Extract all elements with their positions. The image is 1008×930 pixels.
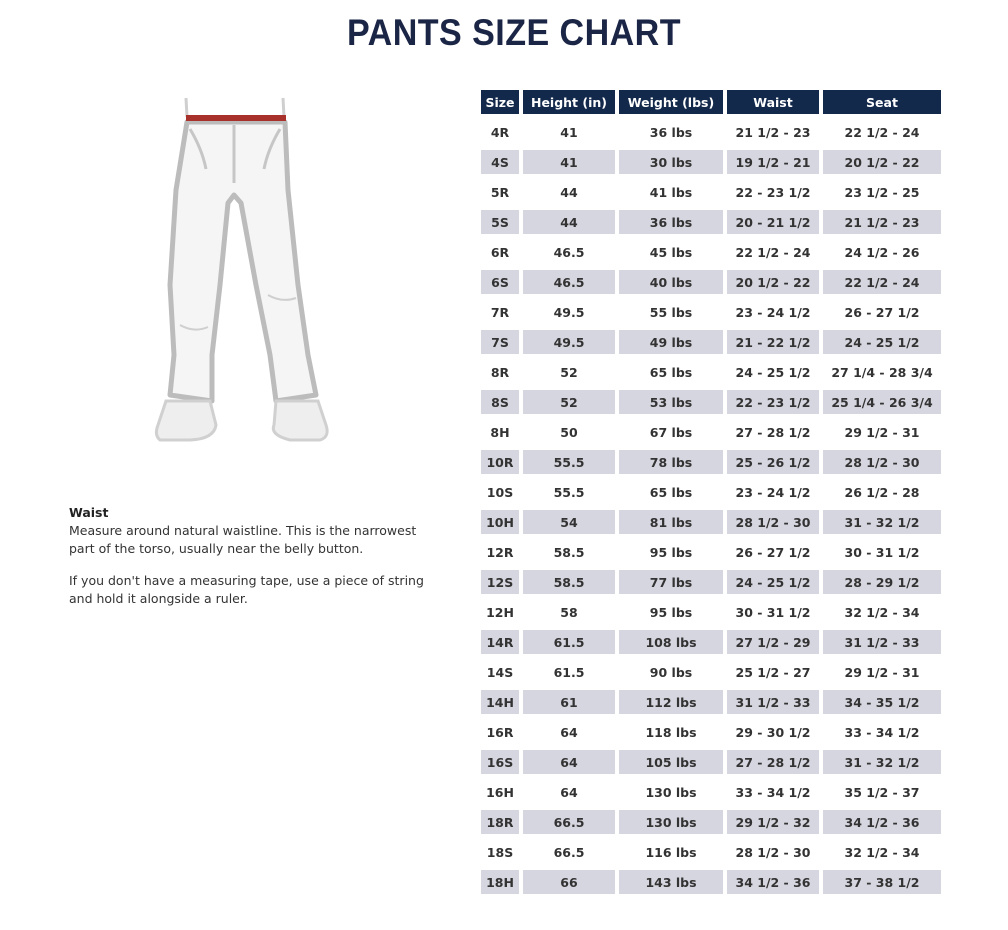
table-cell: 30 - 31 1/2 xyxy=(844,544,920,560)
table-cell: 14S xyxy=(486,664,514,680)
table-cell: 67 lbs xyxy=(649,424,693,440)
table-cell: 29 1/2 - 32 xyxy=(727,810,819,834)
table-cell: 78 lbs xyxy=(619,450,723,474)
table-cell: 24 - 25 1/2 xyxy=(735,364,811,380)
table-cell: 36 lbs xyxy=(649,124,693,140)
table-cell: 16R xyxy=(486,724,514,740)
table-row xyxy=(481,420,941,444)
table-row xyxy=(481,240,941,264)
table-cell: 23 - 24 1/2 xyxy=(735,304,811,320)
table-row xyxy=(481,810,941,834)
pants-illustration xyxy=(150,95,340,445)
table-cell: 4R xyxy=(490,124,510,140)
table-cell: 44 xyxy=(523,210,615,234)
table-cell: 16S xyxy=(481,750,519,774)
table-cell: 27 - 28 1/2 xyxy=(735,424,811,440)
table-cell: 44 xyxy=(560,184,578,200)
table-cell: 118 lbs xyxy=(645,724,697,740)
table-cell: 58 xyxy=(560,604,578,620)
table-cell: 10S xyxy=(486,484,514,500)
table-cell: 61.5 xyxy=(523,630,615,654)
table-cell: 58.5 xyxy=(553,544,585,560)
table-cell: 10H xyxy=(481,510,519,534)
table-cell: 24 - 25 1/2 xyxy=(823,330,941,354)
table-cell: 34 - 35 1/2 xyxy=(823,690,941,714)
table-cell: 12R xyxy=(486,544,514,560)
table-cell: 35 1/2 - 37 xyxy=(844,784,920,800)
table-cell: 16H xyxy=(486,784,514,800)
table-cell: 8S xyxy=(481,390,519,414)
table-cell: 20 1/2 - 22 xyxy=(727,270,819,294)
table-row xyxy=(481,720,941,744)
table-cell: 65 lbs xyxy=(649,364,693,380)
table-cell: 25 1/2 - 27 xyxy=(735,664,811,680)
table-cell: 90 lbs xyxy=(649,664,693,680)
table-row xyxy=(481,630,941,654)
table-row xyxy=(481,450,941,474)
table-row xyxy=(481,780,941,804)
table-cell: 8R xyxy=(490,364,510,380)
table-cell: 4S xyxy=(481,150,519,174)
table-row xyxy=(481,390,941,414)
table-cell: 28 1/2 - 30 xyxy=(727,510,819,534)
table-row xyxy=(481,180,941,204)
table-cell: 12S xyxy=(481,570,519,594)
table-row xyxy=(481,750,941,774)
measurement-instructions xyxy=(69,504,439,608)
table-cell: 22 1/2 - 24 xyxy=(844,124,920,140)
table-cell: 18H xyxy=(481,870,519,894)
table-cell: 31 - 32 1/2 xyxy=(823,510,941,534)
table-cell: 21 1/2 - 23 xyxy=(735,124,811,140)
column-header: Waist xyxy=(727,90,819,114)
table-cell: 27 1/4 - 28 3/4 xyxy=(831,364,933,380)
table-cell: 34 1/2 - 36 xyxy=(823,810,941,834)
table-cell: 66.5 xyxy=(553,844,585,860)
table-cell: 105 lbs xyxy=(619,750,723,774)
table-cell: 55.5 xyxy=(553,484,585,500)
table-cell: 55.5 xyxy=(523,450,615,474)
table-row xyxy=(481,210,941,234)
table-cell: 31 1/2 - 33 xyxy=(727,690,819,714)
table-cell: 10R xyxy=(481,450,519,474)
table-cell: 28 - 29 1/2 xyxy=(823,570,941,594)
table-cell: 5S xyxy=(481,210,519,234)
table-cell: 33 - 34 1/2 xyxy=(735,784,811,800)
table-row xyxy=(481,480,941,504)
table-cell: 41 xyxy=(523,150,615,174)
table-cell: 130 lbs xyxy=(619,810,723,834)
table-row xyxy=(481,600,941,624)
table-cell: 66.5 xyxy=(523,810,615,834)
table-cell: 6R xyxy=(490,244,510,260)
table-cell: 24 1/2 - 26 xyxy=(844,244,920,260)
table-row xyxy=(481,510,941,534)
table-cell: 14H xyxy=(481,690,519,714)
table-header-row xyxy=(481,90,941,114)
table-row xyxy=(481,330,941,354)
table-cell: 37 - 38 1/2 xyxy=(823,870,941,894)
table-cell: 46.5 xyxy=(523,270,615,294)
table-row xyxy=(481,840,941,864)
table-cell: 45 lbs xyxy=(649,244,693,260)
table-cell: 32 1/2 - 34 xyxy=(844,604,920,620)
table-cell: 20 - 21 1/2 xyxy=(727,210,819,234)
table-cell: 49 lbs xyxy=(619,330,723,354)
table-cell: 36 lbs xyxy=(619,210,723,234)
table-cell: 64 xyxy=(523,750,615,774)
table-cell: 25 1/4 - 26 3/4 xyxy=(823,390,941,414)
table-row xyxy=(481,120,941,144)
table-cell: 21 1/2 - 23 xyxy=(823,210,941,234)
table-cell: 30 lbs xyxy=(619,150,723,174)
table-cell: 61 xyxy=(523,690,615,714)
table-cell: 23 - 24 1/2 xyxy=(735,484,811,500)
table-cell: 26 - 27 1/2 xyxy=(735,544,811,560)
table-cell: 28 1/2 - 30 xyxy=(735,844,811,860)
table-cell: 116 lbs xyxy=(645,844,697,860)
table-cell: 24 - 25 1/2 xyxy=(727,570,819,594)
table-cell: 61.5 xyxy=(553,664,585,680)
table-cell: 31 - 32 1/2 xyxy=(823,750,941,774)
table-row xyxy=(481,540,941,564)
table-cell: 22 - 23 1/2 xyxy=(735,184,811,200)
table-row xyxy=(481,360,941,384)
table-cell: 54 xyxy=(523,510,615,534)
table-row xyxy=(481,660,941,684)
table-cell: 55 lbs xyxy=(649,304,693,320)
instructions-tip: If you don't have a measuring tape, use a piece of string and hold it alongside a ruler. xyxy=(69,573,424,606)
table-cell: 7R xyxy=(490,304,510,320)
table-cell: 58.5 xyxy=(523,570,615,594)
table-cell: 22 - 23 1/2 xyxy=(727,390,819,414)
table-cell: 25 - 26 1/2 xyxy=(727,450,819,474)
table-cell: 32 1/2 - 34 xyxy=(844,844,920,860)
table-cell: 64 xyxy=(560,724,578,740)
table-cell: 14R xyxy=(481,630,519,654)
table-cell: 112 lbs xyxy=(619,690,723,714)
table-cell: 29 1/2 - 31 xyxy=(844,424,920,440)
table-cell: 49.5 xyxy=(523,330,615,354)
table-cell: 31 1/2 - 33 xyxy=(823,630,941,654)
table-cell: 6S xyxy=(481,270,519,294)
table-cell: 5R xyxy=(490,184,510,200)
page-title: PANTS SIZE CHART xyxy=(347,12,681,53)
table-cell: 23 1/2 - 25 xyxy=(844,184,920,200)
pants-illustration-icon xyxy=(150,95,340,445)
table-cell: 52 xyxy=(523,390,615,414)
table-cell: 21 - 22 1/2 xyxy=(727,330,819,354)
table-cell: 28 1/2 - 30 xyxy=(823,450,941,474)
table-cell: 40 lbs xyxy=(619,270,723,294)
table-cell: 33 - 34 1/2 xyxy=(844,724,920,740)
table-row xyxy=(481,270,941,294)
table-cell: 18S xyxy=(486,844,514,860)
table-cell: 130 lbs xyxy=(645,784,697,800)
table-cell: 29 - 30 1/2 xyxy=(735,724,811,740)
table-cell: 41 lbs xyxy=(649,184,693,200)
table-cell: 27 1/2 - 29 xyxy=(727,630,819,654)
table-cell: 46.5 xyxy=(553,244,585,260)
table-cell: 30 - 31 1/2 xyxy=(735,604,811,620)
column-header: Height (in) xyxy=(523,90,615,114)
table-cell: 20 1/2 - 22 xyxy=(823,150,941,174)
table-cell: 18R xyxy=(481,810,519,834)
table-cell: 95 lbs xyxy=(649,544,693,560)
table-cell: 8H xyxy=(490,424,510,440)
table-cell: 22 1/2 - 24 xyxy=(735,244,811,260)
column-header: Weight (lbs) xyxy=(619,90,723,114)
table-row xyxy=(481,690,941,714)
table-cell: 22 1/2 - 24 xyxy=(823,270,941,294)
table-cell: 50 xyxy=(560,424,578,440)
table-row xyxy=(481,150,941,174)
table-row xyxy=(481,300,941,324)
table-row xyxy=(481,570,941,594)
table-row xyxy=(481,870,941,894)
instructions-heading: Waist xyxy=(69,505,109,520)
column-header: Seat xyxy=(823,90,941,114)
table-cell: 26 1/2 - 28 xyxy=(844,484,920,500)
table-cell: 41 xyxy=(560,124,578,140)
size-table xyxy=(477,84,945,900)
table-cell: 108 lbs xyxy=(619,630,723,654)
table-cell: 19 1/2 - 21 xyxy=(727,150,819,174)
table-cell: 77 lbs xyxy=(619,570,723,594)
table-cell: 34 1/2 - 36 xyxy=(727,870,819,894)
table-cell: 27 - 28 1/2 xyxy=(727,750,819,774)
table-cell: 95 lbs xyxy=(649,604,693,620)
table-cell: 26 - 27 1/2 xyxy=(844,304,920,320)
instructions-text: Measure around natural waistline. This is the narrowest part of the torso, usually near the belly button. xyxy=(69,523,417,556)
table-cell: 12H xyxy=(486,604,514,620)
table-cell: 143 lbs xyxy=(619,870,723,894)
table-cell: 66 xyxy=(523,870,615,894)
table-cell: 52 xyxy=(560,364,578,380)
table-cell: 29 1/2 - 31 xyxy=(844,664,920,680)
table-cell: 7S xyxy=(481,330,519,354)
table-cell: 64 xyxy=(560,784,578,800)
table-cell: 81 lbs xyxy=(619,510,723,534)
table-cell: 65 lbs xyxy=(649,484,693,500)
column-header: Size xyxy=(481,90,519,114)
table-cell: 53 lbs xyxy=(619,390,723,414)
table-cell: 49.5 xyxy=(553,304,585,320)
